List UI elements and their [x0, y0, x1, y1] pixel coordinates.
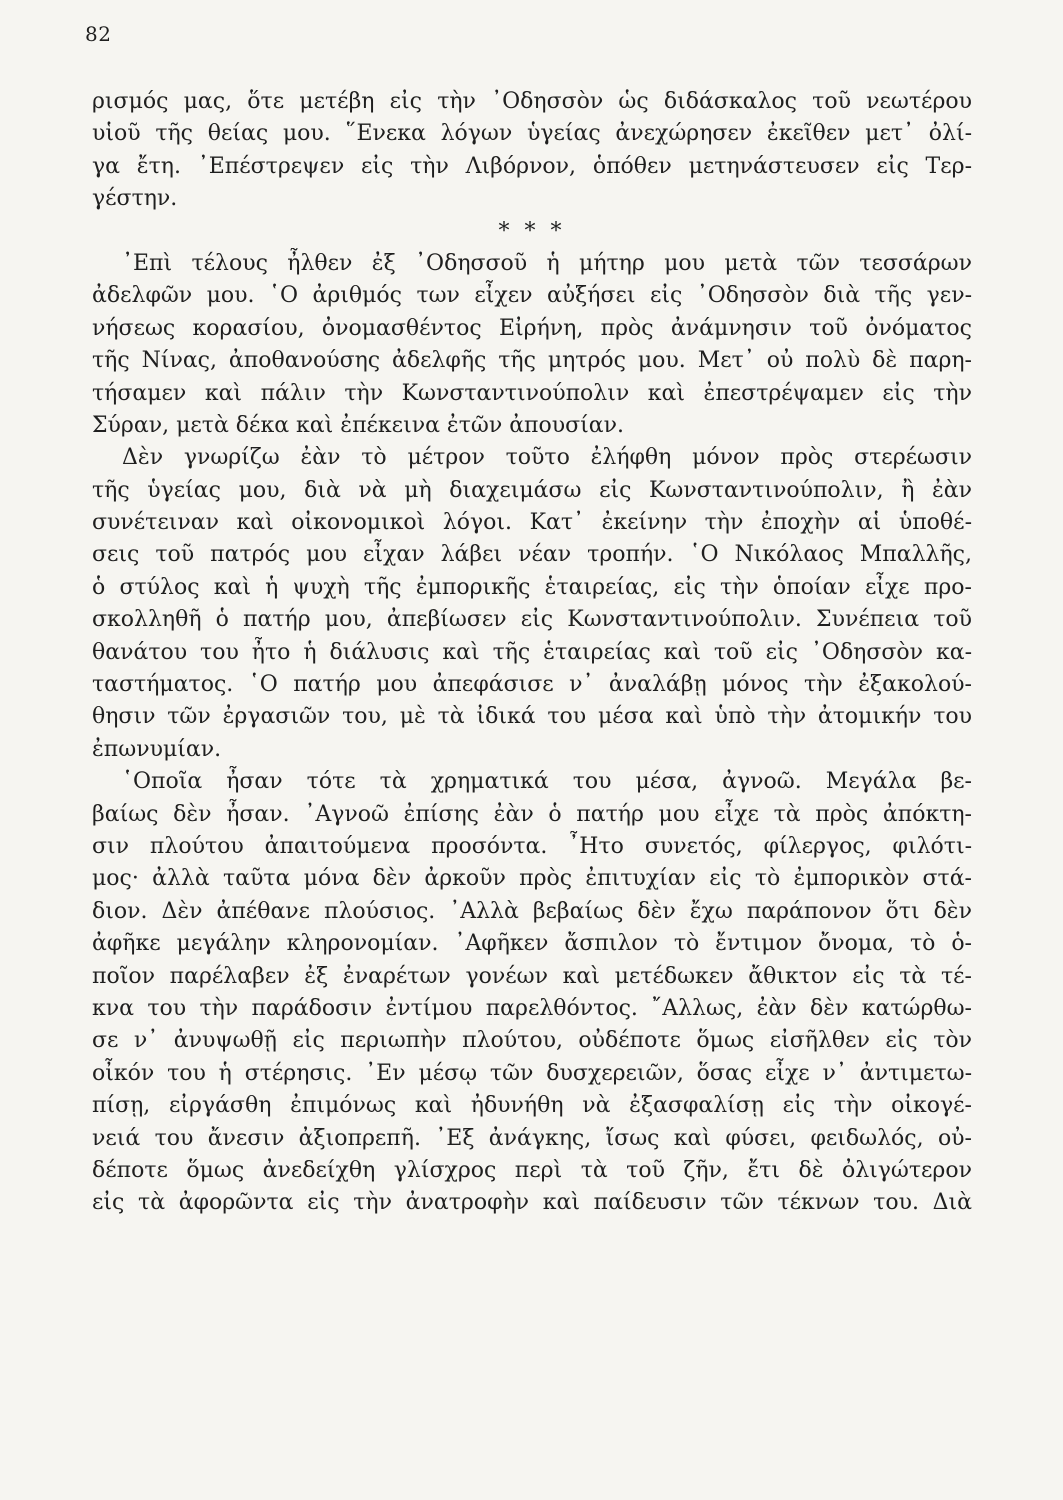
text-line: σιν πλούτου ἀπαιτούμενα προσόντα. ῏Ητο συνετός, φίλεργος, φιλότι- [92, 833, 972, 859]
text-line: ἐπωνυμίαν. [92, 736, 222, 762]
text-line: τῆς Νίνας, ἀποθανούσης ἀδελφῆς τῆς μητρός μου. Μετ᾿ οὐ πολὺ δὲ παρη- [92, 348, 972, 374]
text-line: Σύραν, μετὰ δέκα καὶ ἐπέκεινα ἐτῶν ἀπουσίαν. [92, 412, 625, 438]
text-line: υἱοῦ τῆς θείας μου. ῞Ενεκα λόγων ὑγείας ἀνεχώρησεν ἐκεῖθεν μετ᾿ ὀλί- [92, 121, 972, 147]
text-line: ποῖον παρέλαβεν ἐξ ἐναρέτων γονέων καὶ μετέδωκεν ἄθικτον εἰς τὰ τέ- [92, 963, 972, 989]
text-line: σε ν᾿ ἀνυψωθῇ εἰς περιωπὴν πλούτου, οὐδέποτε ὅμως εἰσῆλθεν εἰς τὸν [92, 1028, 972, 1054]
text-line: βαίως δὲν ἦσαν. ᾿Αγνοῶ ἐπίσης ἐὰν ὁ πατήρ μου εἶχε τὰ πρὸς ἀπόκτη- [92, 801, 972, 827]
text-line: ἀφῆκε μεγάλην κληρονομίαν. ᾿Αφῆκεν ἄσπιλον τὸ ἔντιμον ὄνομα, τὸ ὁ- [92, 931, 972, 957]
text-line: τῆς ὑγείας μου, διὰ νὰ μὴ διαχειμάσω εἰς Κωνσταντινούπολιν, ἢ ἐὰν [92, 477, 972, 503]
text-line: θανάτου του ἦτο ἡ διάλυσις καὶ τῆς ἑταιρείας καὶ τοῦ εἰς ᾿Οδησσὸν κα- [92, 639, 972, 665]
text-line: νειά του ἄνεσιν ἀξιοπρεπῆ. ᾿Εξ ἀνάγκης, ἴσως καὶ φύσει, φειδωλός, οὐ- [92, 1125, 972, 1151]
body-text [92, 86, 972, 1220]
text-line: τήσαμεν καὶ πάλιν τὴν Κωνσταντινούπολιν καὶ ἐπεστρέψαμεν εἰς τὴν [92, 380, 972, 406]
text-line: θησιν τῶν ἐργασιῶν του, μὲ τὰ ἰδικά του μέσα καὶ ὑπὸ τὴν ἀτομικήν του [92, 704, 972, 730]
text-line: δέποτε ὅμως ἀνεδείχθη γλίσχρος περὶ τὰ τοῦ ζῆν, ἔτι δὲ ὀλιγώτερον [92, 1157, 972, 1183]
text-line: ὁ στύλος καὶ ἡ ψυχὴ τῆς ἐμπορικῆς ἑταιρείας, εἰς τὴν ὁποίαν εἶχε προ- [92, 574, 972, 600]
text-line: ταστήματος. ῾Ο πατήρ μου ἀπεφάσισε ν᾿ ἀναλάβῃ μόνος τὴν ἐξακολού- [92, 672, 972, 698]
text-line: γέστην. [92, 186, 178, 212]
text-line: ἀδελφῶν μου. ῾Ο ἀριθμός των εἶχεν αὐξήσει εἰς ᾿Οδησσὸν διὰ τῆς γεν- [92, 283, 972, 309]
text-line: ρισμός μας, ὅτε μετέβη εἰς τὴν ᾿Οδησσὸν ὡς διδάσκαλος τοῦ νεωτέρου [92, 89, 972, 114]
section-separator: * * * [498, 218, 566, 244]
text-line: σεις τοῦ πατρός μου εἶχαν λάβει νέαν τροπήν. ῾Ο Νικόλαος Μπαλλῆς, [92, 542, 972, 568]
text-line: συνέτειναν καὶ οἰκονομικοὶ λόγοι. Κατ᾿ ἐκείνην τὴν ἐποχὴν αἱ ὑποθέ- [92, 510, 972, 536]
text-line: νήσεως κορασίου, ὀνομασθέντος Εἰρήνη, πρὸς ἀνάμνησιν τοῦ ὀνόματος [92, 315, 972, 341]
text-line: Δὲν γνωρίζω ἐὰν τὸ μέτρον τοῦτο ἐλήφθη μόνον πρὸς στερέωσιν [122, 445, 972, 471]
text-line: εἰς τὰ ἀφορῶντα εἰς τὴν ἀνατροφὴν καὶ παίδευσιν τῶν τέκνων του. Διὰ [92, 1190, 972, 1216]
page-number: 82 [85, 22, 112, 46]
text-line: μος· ἀλλὰ ταῦτα μόνα δὲν ἀρκοῦν πρὸς ἐπιτυχίαν εἰς τὸ ἐμπορικὸν στά- [92, 866, 972, 892]
text-line: ᾿Επὶ τέλους ἦλθεν ἐξ ᾿Οδησσοῦ ἡ μήτηρ μου μετὰ τῶν τεσσάρων [122, 250, 972, 276]
text-line: οἶκόν του ἡ στέρησις. ᾿Εν μέσῳ τῶν δυσχερειῶν, ὅσας εἶχε ν᾿ ἀντιμετω- [92, 1060, 972, 1086]
text-line: σκολληθῆ ὁ πατήρ μου, ἀπεβίωσεν εἰς Κωνσταντινούπολιν. Συνέπεια τοῦ [92, 607, 972, 633]
text-line: πίσῃ, εἰργάσθη ἐπιμόνως καὶ ἠδυνήθη νὰ ἐξασφαλίσῃ εἰς τὴν οἰκογέ- [92, 1093, 972, 1119]
text-line: διον. Δὲν ἀπέθανε πλούσιος. ᾿Αλλὰ βεβαίως δὲν ἔχω παράπονον ὅτι δὲν [92, 898, 972, 924]
text-line: κνα του τὴν παράδοσιν ἐντίμου παρελθόντος. ῎Αλλως, ἐὰν δὲν κατώρθω- [92, 995, 972, 1021]
text-line: ῾Οποῖα ἦσαν τότε τὰ χρηματικά του μέσα, ἀγνοῶ. Μεγάλα βε- [122, 769, 972, 795]
text-line: γα ἔτη. ᾿Επέστρεψεν εἰς τὴν Λιβόρνον, ὁπόθεν μετηνάστευσεν εἰς Τερ- [92, 153, 972, 179]
